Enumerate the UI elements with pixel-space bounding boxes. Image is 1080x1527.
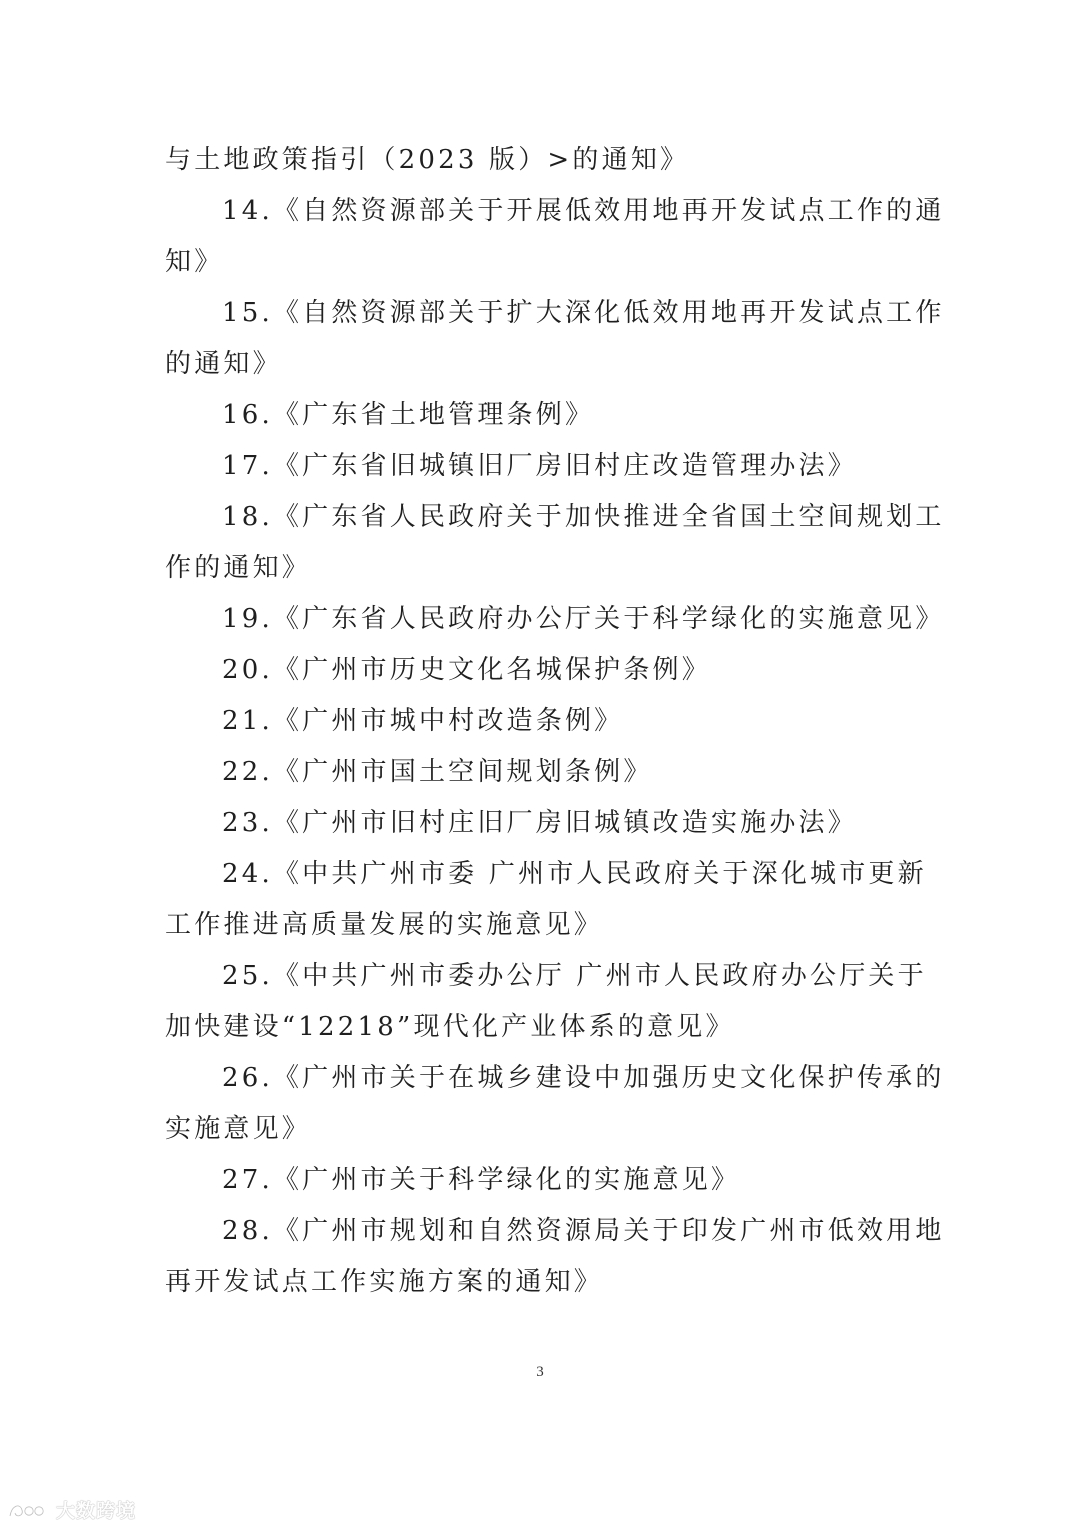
document-line: 作的通知》 bbox=[165, 553, 312, 583]
document-line: 28.《广州市规划和自然资源局关于印发广州市低效用地 bbox=[222, 1216, 945, 1246]
document-line: 19.《广东省人民政府办公厅关于科学绿化的实施意见》 bbox=[222, 604, 945, 634]
document-line: 21.《广州市城中村改造条例》 bbox=[222, 706, 624, 736]
document-line: 加快建设“12218”现代化产业体系的意见》 bbox=[165, 1012, 735, 1042]
watermark bbox=[6, 1496, 136, 1523]
document-line: 27.《广州市关于科学绿化的实施意见》 bbox=[222, 1165, 741, 1195]
document-line: 24.《中共广州市委 广州市人民政府关于深化城市更新 bbox=[222, 859, 927, 889]
document-line: 的通知》 bbox=[165, 349, 282, 379]
document-line: 18.《广东省人民政府关于加快推进全省国土空间规划工 bbox=[222, 502, 945, 532]
document-line: 25.《中共广州市委办公厅 广州市人民政府办公厅关于 bbox=[222, 961, 927, 991]
document-line: 20.《广州市历史文化名城保护条例》 bbox=[222, 655, 711, 685]
document-body bbox=[165, 135, 945, 1308]
document-line: 15.《自然资源部关于扩大深化低效用地再开发试点工作 bbox=[222, 298, 945, 328]
watermark-text: 大数跨境 bbox=[56, 1500, 137, 1522]
document-line: 23.《广州市旧村庄旧厂房旧城镇改造实施办法》 bbox=[222, 808, 857, 838]
document-line: 知》 bbox=[165, 247, 224, 277]
document-line: 17.《广东省旧城镇旧厂房旧村庄改造管理办法》 bbox=[222, 451, 857, 481]
watermark-logo-icon bbox=[6, 1499, 52, 1521]
document-line: 工作推进高质量发展的实施意见》 bbox=[165, 910, 604, 940]
document-line: 22.《广州市国土空间规划条例》 bbox=[222, 757, 653, 787]
document-line: 14.《自然资源部关于开展低效用地再开发试点工作的通 bbox=[222, 196, 945, 226]
document-line: 26.《广州市关于在城乡建设中加强历史文化保护传承的 bbox=[222, 1063, 945, 1093]
document-line: 与土地政策指引（2023 版）>的通知》 bbox=[165, 145, 690, 175]
document-line: 16.《广东省土地管理条例》 bbox=[222, 400, 595, 430]
document-line: 实施意见》 bbox=[165, 1114, 312, 1144]
page-number: 3 bbox=[536, 1364, 544, 1380]
document-line: 再开发试点工作实施方案的通知》 bbox=[165, 1267, 604, 1297]
